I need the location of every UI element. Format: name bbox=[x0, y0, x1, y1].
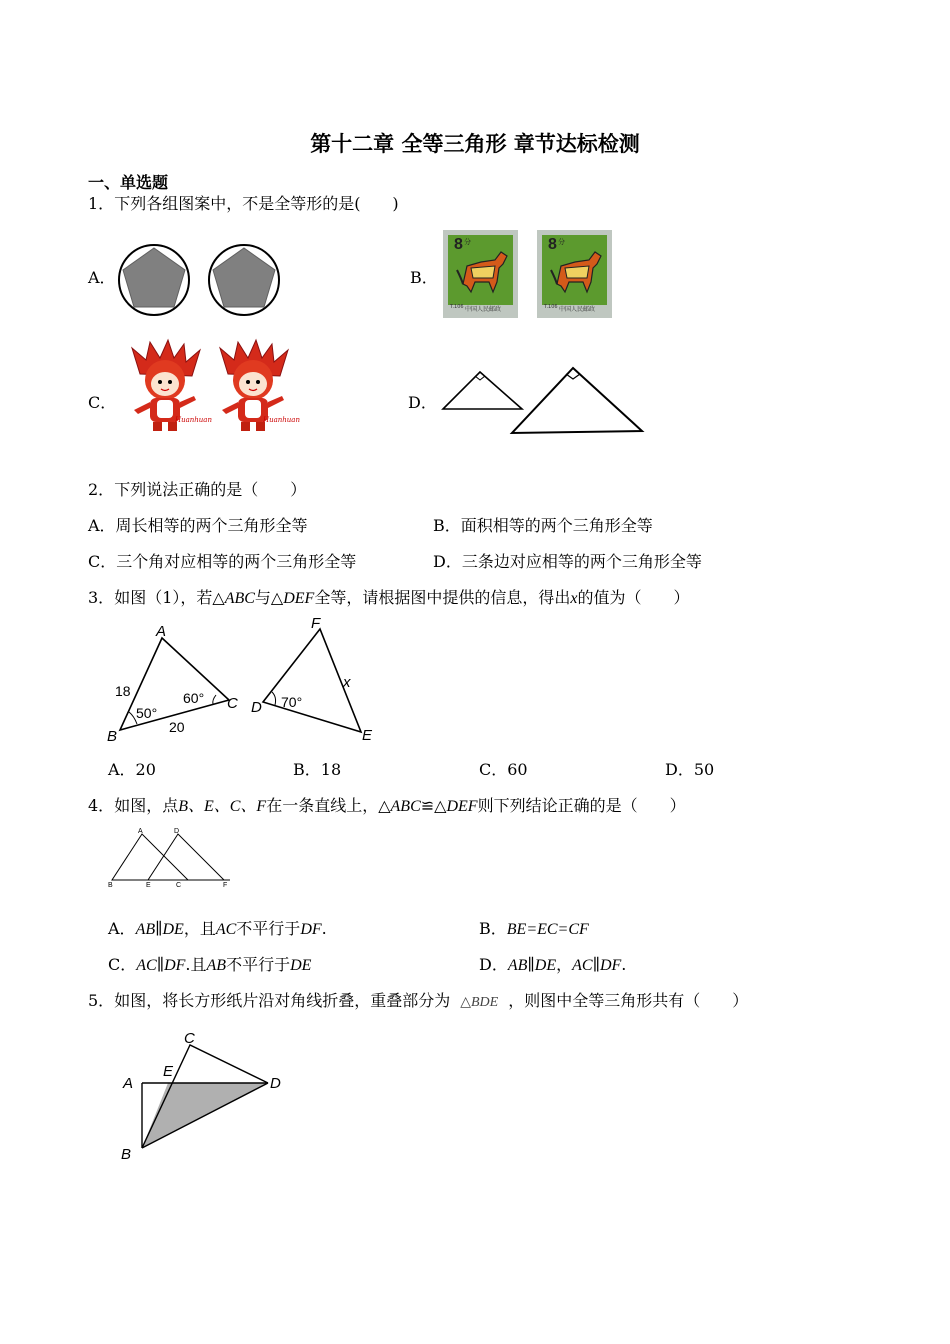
triangle-name: ABC bbox=[390, 798, 421, 815]
question-stem: ，则图中全等三角形共有（ ） bbox=[508, 991, 749, 1010]
stamp-value: 8 bbox=[548, 236, 557, 253]
horse-stamp bbox=[537, 230, 612, 318]
vertex-label: C bbox=[227, 695, 238, 712]
segment: AC bbox=[215, 921, 237, 938]
question-stem: 与△ bbox=[254, 588, 284, 607]
option-label: B． bbox=[479, 919, 507, 938]
stamp-caption: 中国人民邮政 bbox=[559, 306, 596, 313]
question-stem: 如图，点 bbox=[114, 796, 179, 815]
triangle-name: △BDE bbox=[460, 995, 499, 1010]
option-label: A． bbox=[108, 919, 136, 938]
stamp-value: 8 bbox=[454, 236, 463, 253]
option-c bbox=[108, 955, 311, 976]
right-triangles-figure bbox=[440, 365, 650, 440]
question-number: 3． bbox=[88, 588, 115, 607]
option-text: ， bbox=[556, 955, 573, 974]
vertex-label: A bbox=[138, 828, 143, 835]
stamp-code: T.106 bbox=[450, 304, 464, 310]
segment: DF bbox=[599, 957, 622, 974]
horse-stamp bbox=[443, 230, 518, 318]
overlapping-triangles-figure bbox=[106, 826, 236, 888]
vertex-label: E bbox=[362, 727, 373, 744]
question-stem: 在一条直线上，△ bbox=[266, 796, 391, 815]
equation: BE=EC=CF bbox=[506, 921, 589, 938]
vertex-label: B bbox=[107, 728, 118, 745]
option-a bbox=[108, 919, 327, 940]
option-a: A．周长相等的两个三角形全等 bbox=[88, 516, 308, 535]
vertex-label: C bbox=[176, 882, 182, 889]
segment: DE bbox=[162, 921, 184, 938]
mascot-caption: Huanhuan bbox=[263, 416, 300, 424]
segment: AB bbox=[206, 957, 227, 974]
vertex-label: B bbox=[108, 882, 113, 889]
question-5 bbox=[88, 991, 748, 1013]
triangle-name: DEF bbox=[446, 798, 478, 815]
question-number: 4． bbox=[88, 796, 115, 815]
vertex-label: D bbox=[270, 1075, 281, 1092]
question-stem: 如图（1），若△ bbox=[114, 588, 225, 607]
stamp-unit: 分 bbox=[558, 239, 565, 246]
question-number: 1． bbox=[88, 194, 115, 213]
stamp-code: T.106 bbox=[544, 304, 558, 310]
option-label-b: B． bbox=[410, 268, 438, 287]
option-label-c: C． bbox=[88, 393, 117, 412]
angle-label: 60° bbox=[183, 690, 205, 706]
parallel-symbol: ∥ bbox=[156, 957, 165, 974]
vertex-label: B bbox=[121, 1146, 132, 1163]
congruence-symbol: ≌△ bbox=[420, 796, 447, 815]
vertex-label: C bbox=[184, 1030, 195, 1047]
option-text: 不平行于 bbox=[236, 919, 301, 938]
angle-label: 50° bbox=[136, 705, 158, 721]
segment: AB bbox=[507, 957, 528, 974]
segment: AB bbox=[135, 921, 156, 938]
question-number: 2． bbox=[88, 480, 115, 499]
vertex-label: A bbox=[123, 1075, 134, 1092]
mascot-caption: Huanhuan bbox=[175, 416, 212, 424]
option-a: A．20 bbox=[108, 760, 156, 779]
horse-icon bbox=[545, 248, 605, 298]
side-length-label: 20 bbox=[169, 719, 185, 735]
vertex-label: E bbox=[146, 882, 151, 889]
side-length-label: 18 bbox=[115, 683, 131, 699]
option-text: . bbox=[621, 955, 627, 974]
segment: AC bbox=[136, 957, 157, 974]
option-a-figure bbox=[118, 240, 288, 320]
question-stem: 下列说法正确的是（ ） bbox=[114, 480, 307, 499]
parallel-symbol: ∥ bbox=[592, 957, 600, 974]
question-4 bbox=[88, 796, 686, 817]
parallel-symbol: ∥ bbox=[155, 921, 163, 938]
triangles-abc-def-figure bbox=[105, 615, 385, 745]
question-stem: 全等，请根据图中提供的信息，得出 bbox=[314, 588, 571, 607]
question-stem: 的值为（ ） bbox=[577, 588, 690, 607]
vertex-label: D bbox=[174, 828, 180, 835]
circled-pentagon bbox=[209, 245, 279, 315]
horse-icon bbox=[451, 248, 511, 298]
angle-label: 70° bbox=[281, 694, 303, 710]
vertex-label: F bbox=[223, 882, 228, 889]
option-c: C．60 bbox=[479, 760, 528, 779]
option-label: D． bbox=[479, 955, 508, 974]
option-text: ，且 bbox=[183, 919, 216, 938]
triangle-name: DEF bbox=[283, 590, 315, 607]
option-b: B．面积相等的两个三角形全等 bbox=[433, 516, 653, 535]
vertex-label: F bbox=[311, 615, 321, 632]
section-heading: 一、单选题 bbox=[88, 173, 169, 192]
variable: x bbox=[570, 590, 578, 607]
option-text: . bbox=[321, 919, 327, 938]
vertex-label: D bbox=[251, 699, 262, 716]
option-label: C． bbox=[108, 955, 137, 974]
segment: DE bbox=[534, 957, 557, 974]
folded-rectangle-figure bbox=[115, 1030, 295, 1165]
triangle-name: ABC bbox=[224, 590, 255, 607]
option-c: C．三个角对应相等的两个三角形全等 bbox=[88, 552, 357, 571]
option-b bbox=[479, 919, 589, 940]
side-length-label: x bbox=[343, 674, 351, 691]
question-number: 5． bbox=[88, 991, 115, 1010]
segment: DF bbox=[164, 957, 186, 974]
option-label-d: D． bbox=[408, 393, 437, 412]
option-b: B．18 bbox=[293, 760, 342, 779]
segment: AC bbox=[572, 957, 593, 974]
option-d bbox=[479, 955, 626, 976]
point-list: B、E、C、F bbox=[178, 798, 267, 815]
option-text: 不平行于 bbox=[226, 955, 291, 974]
question-stem: 下列各组图案中，不是全等形的是( ) bbox=[114, 194, 399, 213]
question-stem: 如图，将长方形纸片沿对角线折叠，重叠部分为 bbox=[114, 991, 451, 1010]
parallel-symbol: ∥ bbox=[527, 957, 535, 974]
question-stem: 则下列结论正确的是（ ） bbox=[477, 796, 686, 815]
stamp-unit: 分 bbox=[464, 239, 471, 246]
option-text: .且 bbox=[185, 955, 207, 974]
segment: DE bbox=[290, 957, 312, 974]
question-2 bbox=[88, 480, 306, 500]
circled-pentagon bbox=[119, 245, 189, 315]
option-label-a: A． bbox=[88, 268, 116, 287]
segment: DF bbox=[300, 921, 322, 938]
option-d: D．三条边对应相等的两个三角形全等 bbox=[433, 552, 702, 571]
stamp-caption: 中国人民邮政 bbox=[465, 306, 502, 313]
question-1 bbox=[88, 194, 399, 214]
option-d: D．50 bbox=[665, 760, 715, 779]
page-title: 第十二章 全等三角形 章节达标检测 bbox=[310, 132, 640, 156]
question-3 bbox=[88, 588, 689, 609]
vertex-label: A bbox=[156, 623, 167, 640]
vertex-label: E bbox=[163, 1063, 174, 1080]
